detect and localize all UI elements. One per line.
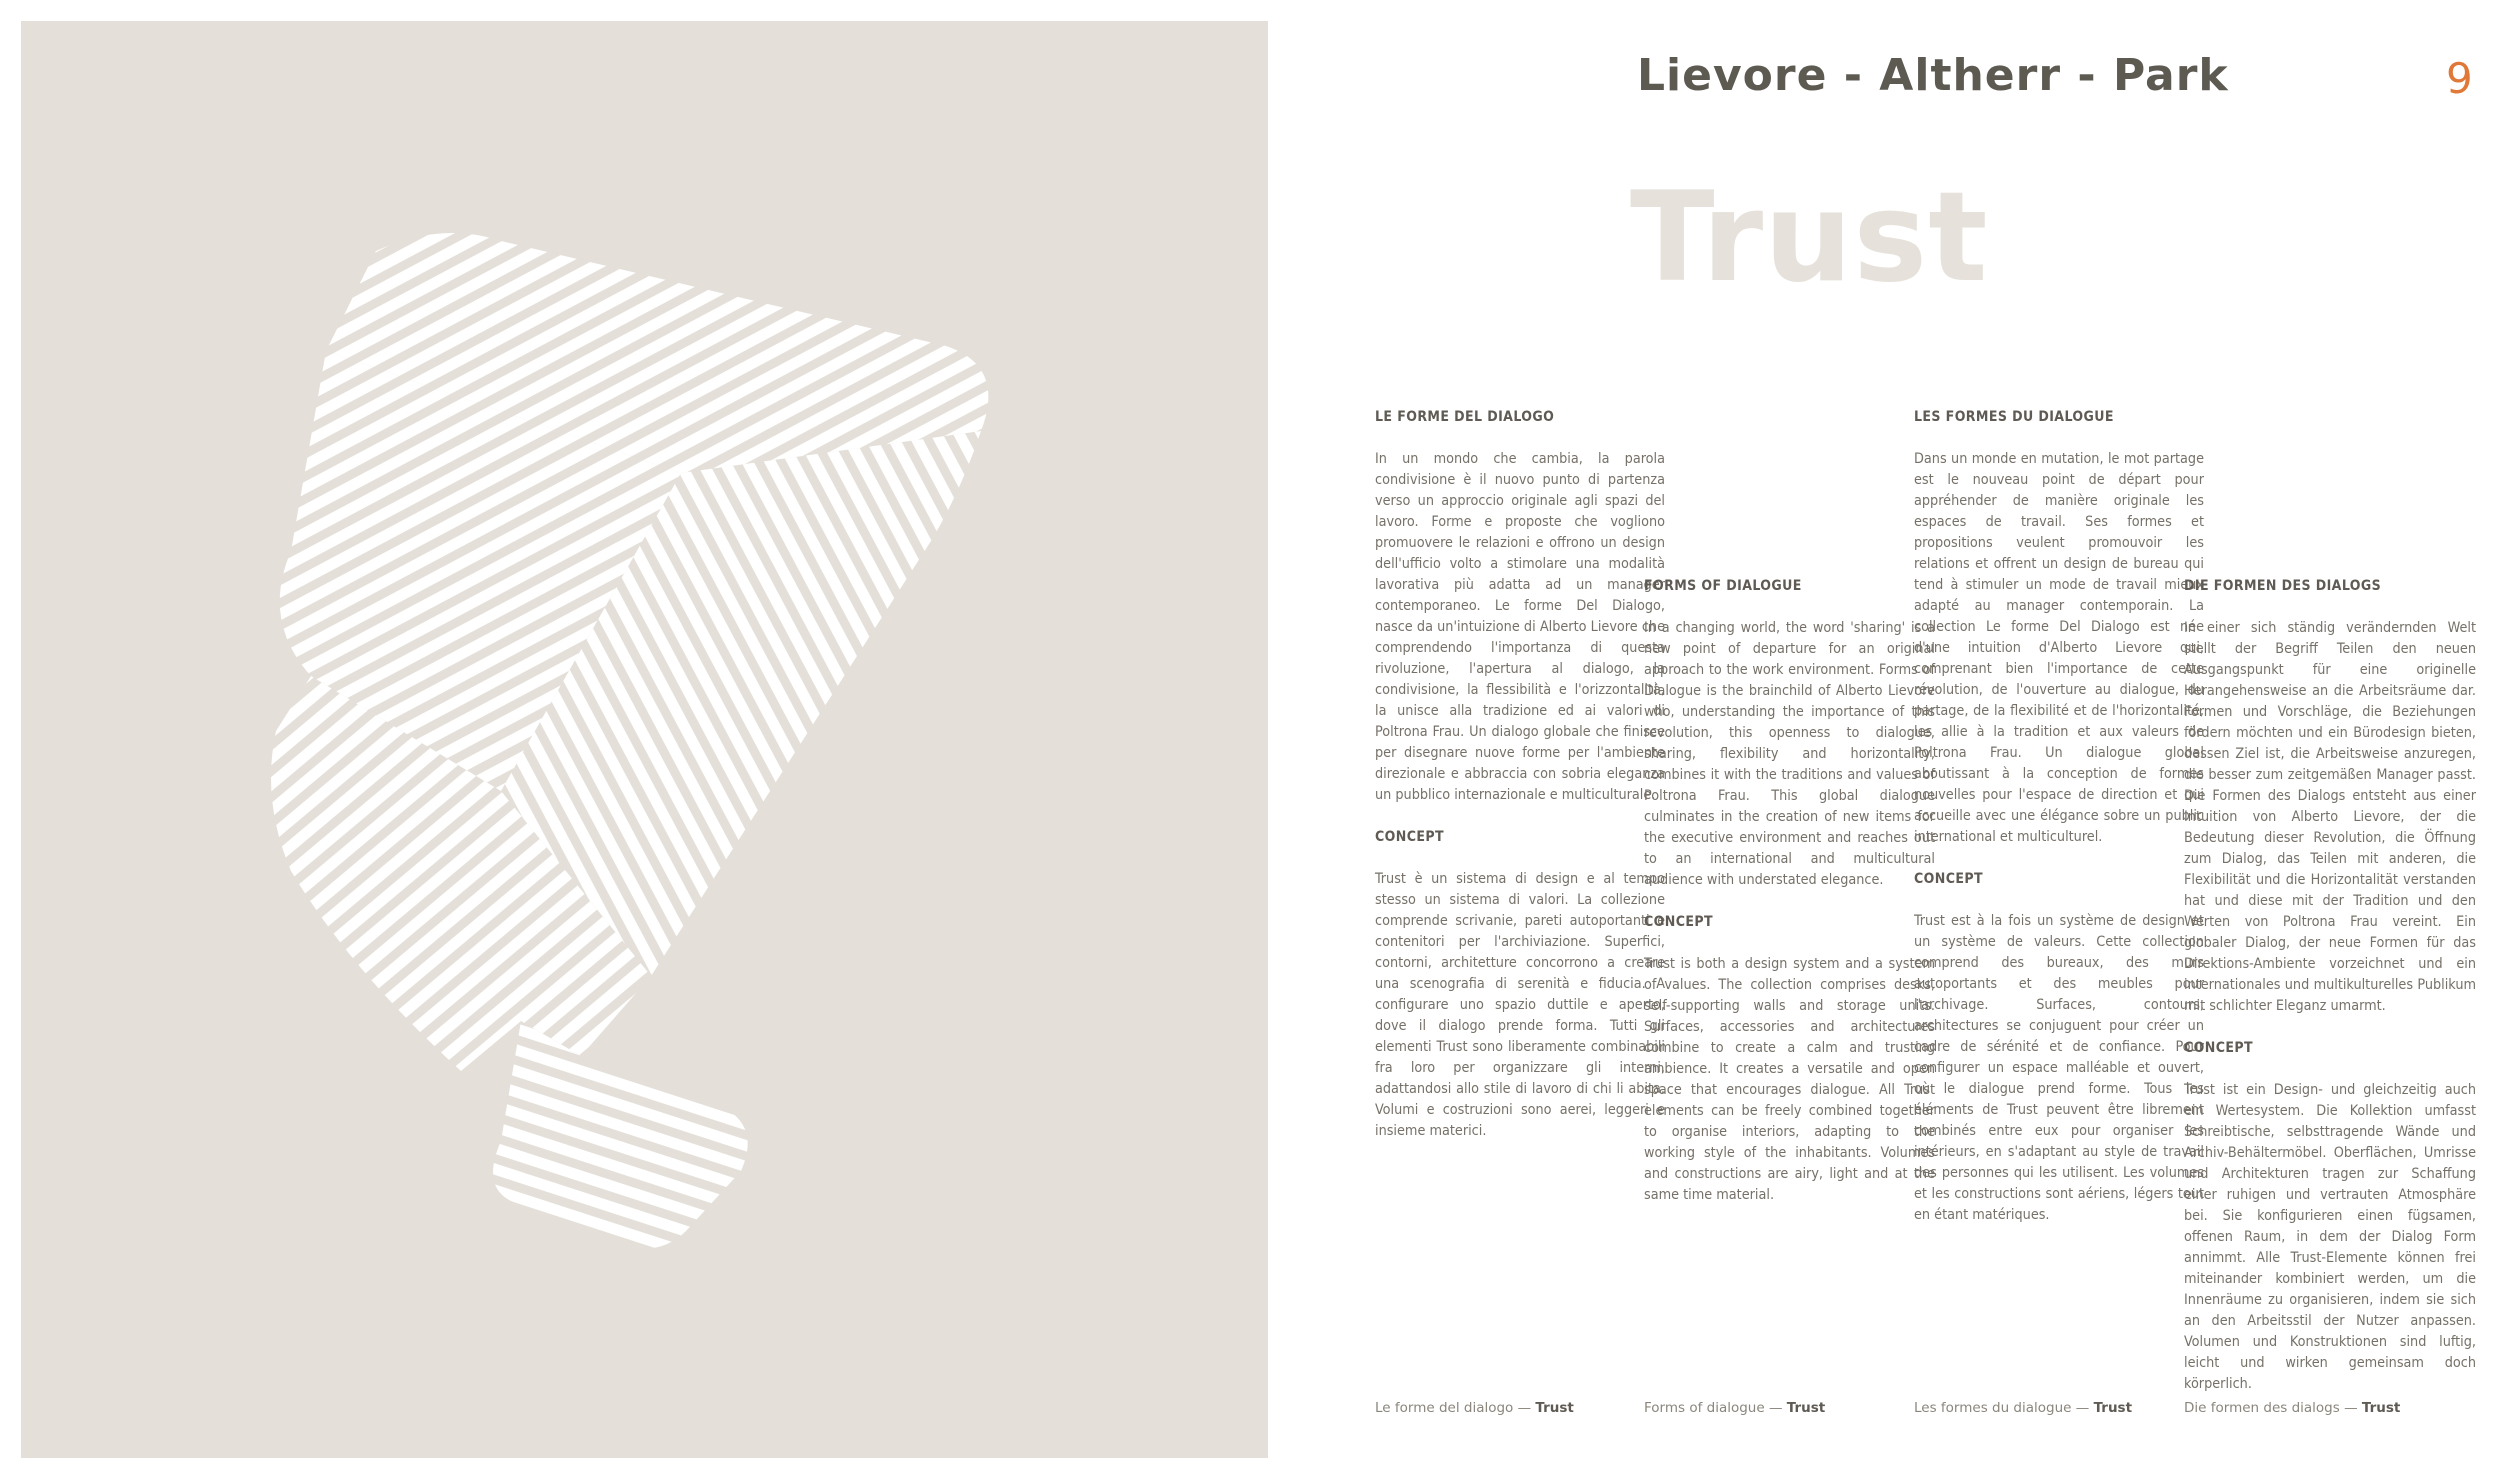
paragraph: Trust est à la fois un système de design et un système de valeurs. Cette collection comprend des bureaux, des murs autoportants et des meubles pour l'archivage. Surfaces, contours, architectures se conjuguent pour créer un cadre de sérénité et de confiance. Pour configurer un espace malléable et ouvert, où le dialogue prend forme. Tous les éléments de Trust peuvent être librement combinés entre eux pour organiser les intérieurs, en s'adaptant au style de travail des personnes qui les utilisent. Les volumes et les constructions sont aériens, légers tout en étant matériques. [1914, 913, 2204, 1223]
section-heading: CONCEPT [1644, 914, 1713, 930]
column-italian [1375, 407, 1665, 1163]
collection-name: Trust [1630, 166, 1989, 310]
footer-bold: Trust [2093, 1400, 2133, 1416]
footer-text: Forms of dialogue — [1644, 1400, 1787, 1416]
section-heading: LE FORME DEL DIALOGO [1375, 409, 1555, 425]
paragraph: Dans un monde en mutation, le mot partage est le nouveau point de départ pour appréhender de manière originale les espaces de travail. Ses formes et propositions veulent promouvoir les relations et offrent un design de bureau qui tend à stimuler un mode de travail mieux adapté au manager contemporain. La collection Le forme Del Dialogo est née d'une intuition d'Alberto Lievore qui, comprenant bien l'importance de cette révolution, de l'ouverture au dialogue, du partage, de la flexibilité et de l'horizontalité, les allie à la tradition et aux valeurs de Poltrona Frau. Un dialogue global aboutissant à la conception de formes nouvelles pour l'espace de direction et qui accueille avec une élégance sobre un public international et multiculturel. [1914, 451, 2204, 845]
striped-chair-icon [21, 21, 1268, 1458]
section-heading: CONCEPT [1375, 829, 1444, 845]
footer-text: Les formes du dialogue — [1914, 1400, 2094, 1416]
footer-caption-english [1644, 1400, 1825, 1416]
paragraph: Trust ist ein Design- und gleichzeitig auch ein Wertesystem. Die Kollektion umfasst Schreibtische, selbsttragende Wände und Archiv-Behältermöbel. Oberflächen, Umrisse und Architekturen tragen zur Schaffung einer ruhigen und vertrauten Atmosphäre bei. Sie konfigurieren einen fügsamen, offenen Raum, in dem der Dialog Form annimmt. Alle Trust-Elemente können frei miteinander kombiniert werden, um die Innenräume zu organisieren, indem sie sich an den Arbeitsstil der Nutzer anpassen. Volumen und Konstruktionen sind luftig, leicht und wirken gemeinsam doch körperlich. [2184, 1082, 2476, 1392]
footer-text: Die formen des dialogs — [2184, 1400, 2362, 1416]
illustration-panel [21, 21, 1268, 1458]
footer-caption-german [2184, 1400, 2400, 1416]
section-heading: FORMS OF DIALOGUE [1644, 578, 1802, 594]
paragraph: In a changing world, the word 'sharing' is a new point of departure for an original approach to the work environment. Forms of Dialogue is the brainchild of Alberto Lievore who, understanding the importance of this revolution, this openness to dialogue, sharing, flexibility and horizontality, combines it with the traditions and values of Poltrona Frau. This global dialogue culminates in the creation of new items for the executive environment and reaches out to an international and multicultural audience with understated elegance. [1644, 620, 1935, 888]
paragraph: In einer sich ständig verändernden Welt stellt der Begriff Teilen den neuen Ausgangspunkt für eine originelle Herangehensweise an die Arbeitsräume dar. Formen und Vorschläge, die Beziehungen fördern möchten und ein Bürodesign bieten, dessen Ziel ist, die Arbeitsweise anzuregen, die besser zum zeitgemäßen Manager passt. Die Formen des Dialogs entsteht aus einer Intuition von Alberto Lievore, der die Bedeutung dieser Revolution, die Öffnung zum Dialog, das Teilen mit anderen, die Flexibilität und die Horizontalität verstanden hat und diese mit der Tradition und den Werten von Poltrona Frau vereint. Ein globaler Dialog, der neue Formen für das Direktions-Ambiente vorzeichnet und ein internationales und multikulturelles Publikum mit schlichter Eleganz umarmt. [2184, 620, 2476, 1014]
column-german [2184, 576, 2476, 1416]
paragraph: Trust è un sistema di design e al tempo stesso un sistema di valori. La collezione comprende scrivanie, pareti autoportanti e contenitori per l'archiviazione. Superfici, contorni, architetture concorrono a creare una scenografia di serenità e fiducia. A configurare uno spazio duttile e aperto, dove il dialogo prende forma. Tutti gli elementi Trust sono liberamente combinabili fra loro per organizzare gli interni, adattandosi allo stile di lavoro di chi li abita. Volumi e costruzioni sono aerei, leggeri e insieme materici. [1375, 871, 1665, 1139]
section-heading: LES FORMES DU DIALOGUE [1914, 409, 2114, 425]
section-heading: DIE FORMEN DES DIALOGS [2184, 578, 2382, 594]
paragraph: Trust is both a design system and a system of values. The collection comprises desks, self-supporting walls and storage units. Surfaces, accessories and architectures combine to create a calm and trusting ambience. It creates a versatile and open space that encourages dialogue. All Trust elements can be freely combined together to organise interiors, adapting to the working style of the inhabitants. Volumes and constructions are airy, light and at the same time material. [1644, 956, 1935, 1203]
section-heading: CONCEPT [1914, 871, 1983, 887]
footer-caption-italian [1375, 1400, 1574, 1416]
footer-caption-french [1914, 1400, 2132, 1416]
column-french [1914, 407, 2204, 1247]
section-heading: CONCEPT [2184, 1040, 2253, 1056]
paragraph: In un mondo che cambia, la parola condivisione è il nuovo punto di partenza verso un approccio originale agli spazi del lavoro. Forme e proposte che vogliono promuovere le relazioni e offrono un design dell'ufficio volto a stimolare una modalità lavorativa più adatta ad un manager contemporaneo. Le forme Del Dialogo, nasce da un'intuizione di Alberto Lievore che comprendendo l'importanza di questa rivoluzione, l'apertura al dialogo, la condivisione, la flessibilità e l'orizzontalità, la unisce alla tradizione ed ai valori di Poltrona Frau. Un dialogo globale che finisce per disegnare nuove forme per l'ambiente direzionale e abbraccia con sobria eleganza un pubblico internazionale e multiculturale. [1375, 451, 1665, 803]
page-number: 9 [2446, 54, 2473, 103]
footer-bold: Trust [2361, 1400, 2401, 1416]
page-title: Lievore - Altherr - Park [1637, 50, 2229, 101]
footer-text: Le forme del dialogo — [1375, 1400, 1536, 1416]
column-english [1644, 576, 1935, 1227]
footer-bold: Trust [1535, 1400, 1574, 1416]
footer-bold: Trust [1786, 1400, 1826, 1416]
chair-foot [493, 1021, 748, 1249]
